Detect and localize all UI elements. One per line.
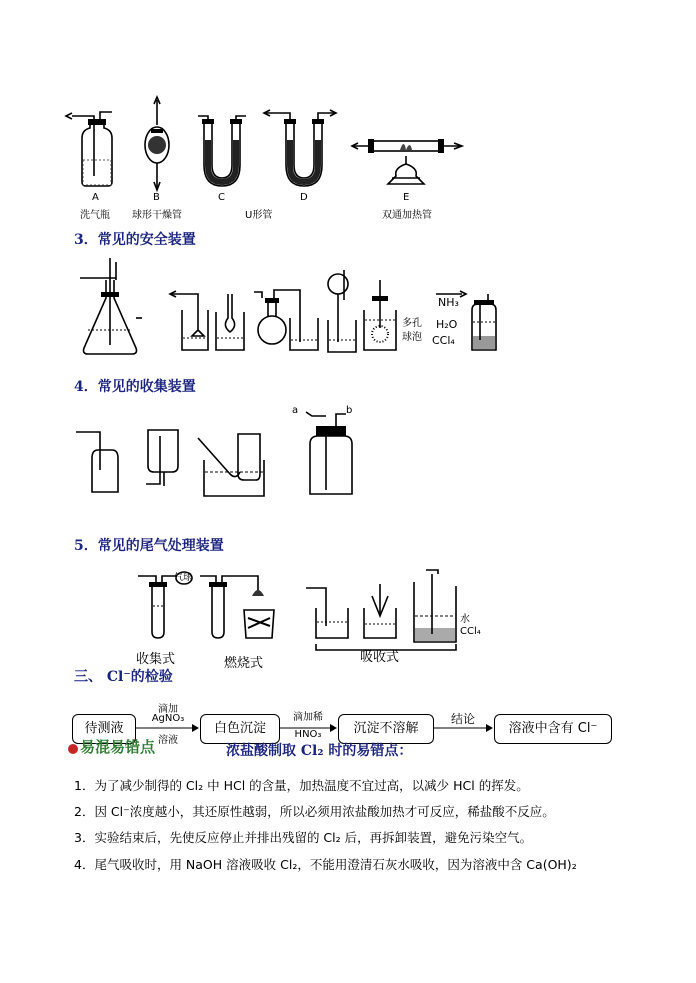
caption-wash-bottle: 洗气瓶 xyxy=(80,210,110,221)
wash-bottle-a xyxy=(66,112,112,186)
label-d: D xyxy=(300,192,308,203)
section-3-title: 3．常见的安全装置 xyxy=(74,232,196,248)
label-nh3: NH₃ xyxy=(438,296,459,309)
label-balloon: 气球 xyxy=(174,573,193,583)
arrow3-top: 结论 xyxy=(450,712,475,726)
caption-heated-tube: 双通加热管 xyxy=(382,210,432,221)
flow-box-white-precipitate: 白色沉淀 xyxy=(200,714,280,744)
section-4-title: 4．常见的收集装置 xyxy=(74,379,196,395)
label-h2o: H₂O xyxy=(436,318,458,331)
errors-title: 浓盐酸制取 Cl₂ 时的易错点： xyxy=(226,743,413,759)
tail-gas-apparatus-figure xyxy=(0,566,696,656)
label-e: E xyxy=(403,192,410,203)
label-c: C xyxy=(218,192,225,203)
arrow1-top: 滴加 xyxy=(158,704,178,715)
flow-box-not-dissolve: 沉淀不溶解 xyxy=(338,714,434,744)
drying-bulb-b xyxy=(145,97,169,190)
drying-apparatus-figure xyxy=(0,0,696,230)
errors-title-green: 易混易错点 xyxy=(80,738,156,756)
label-a-port: a xyxy=(292,405,299,416)
label-b-port: b xyxy=(346,405,353,416)
caption-burning: 燃烧式 xyxy=(224,656,264,671)
caption-drying-bulb: 球形干燥管 xyxy=(132,210,182,221)
safety-apparatus-figure xyxy=(0,250,696,360)
error-item-4: 4．尾气吸收时，用 NaOH 溶液吸收 Cl₂，不能用澄清石灰水吸收，因为溶液中含 Ca(OH)₂ xyxy=(74,857,577,872)
flow-box-conclusion: 溶液中含有 Cl⁻ xyxy=(494,714,612,744)
u-tube-c xyxy=(198,116,246,186)
arrow1-bottom: 溶液 xyxy=(158,735,178,746)
label-b: B xyxy=(153,192,160,203)
caption-u-tube: U形管 xyxy=(245,210,273,221)
flow-box-sample: 待测液 xyxy=(72,714,136,744)
label-porous: 多孔 xyxy=(402,318,422,329)
arrow1-mid: AgNO₃ xyxy=(151,713,185,724)
label-bubble: 球泡 xyxy=(402,332,422,343)
error-item-1: 1．为了减少制得的 Cl₂ 中 HCl 的含量，加热温度不宜过高，以减少 HCl 的挥发。 xyxy=(74,778,529,793)
error-item-3: 3．实验结束后，先使反应停止并排出残留的 Cl₂ 后，再拆卸装置，避免污染空气。 xyxy=(74,830,533,845)
arrow2-top: 滴加稀 xyxy=(293,712,323,723)
caption-collection: 收集式 xyxy=(136,652,176,667)
u-tube-d xyxy=(264,110,336,186)
label-ccl4: CCl₄ xyxy=(432,334,455,347)
caption-absorption: 吸收式 xyxy=(360,650,400,665)
cl-test-title: 三、 Cl⁻的检验 xyxy=(74,669,173,685)
section-5-title: 5．常见的尾气处理装置 xyxy=(74,538,224,554)
error-item-2: 2．因 Cl⁻浓度越小，其还原性越弱，所以必须用浓盐酸加热才可反应，稀盐酸不反应。 xyxy=(74,804,555,819)
label-a: A xyxy=(92,192,99,203)
heated-tube-e xyxy=(352,139,462,184)
arrow2-mid: HNO₃ xyxy=(294,729,322,740)
error-bullet-icon xyxy=(68,744,78,754)
label-ccl4-tail: CCl₄ xyxy=(460,626,481,637)
label-water: 水 xyxy=(460,614,470,625)
